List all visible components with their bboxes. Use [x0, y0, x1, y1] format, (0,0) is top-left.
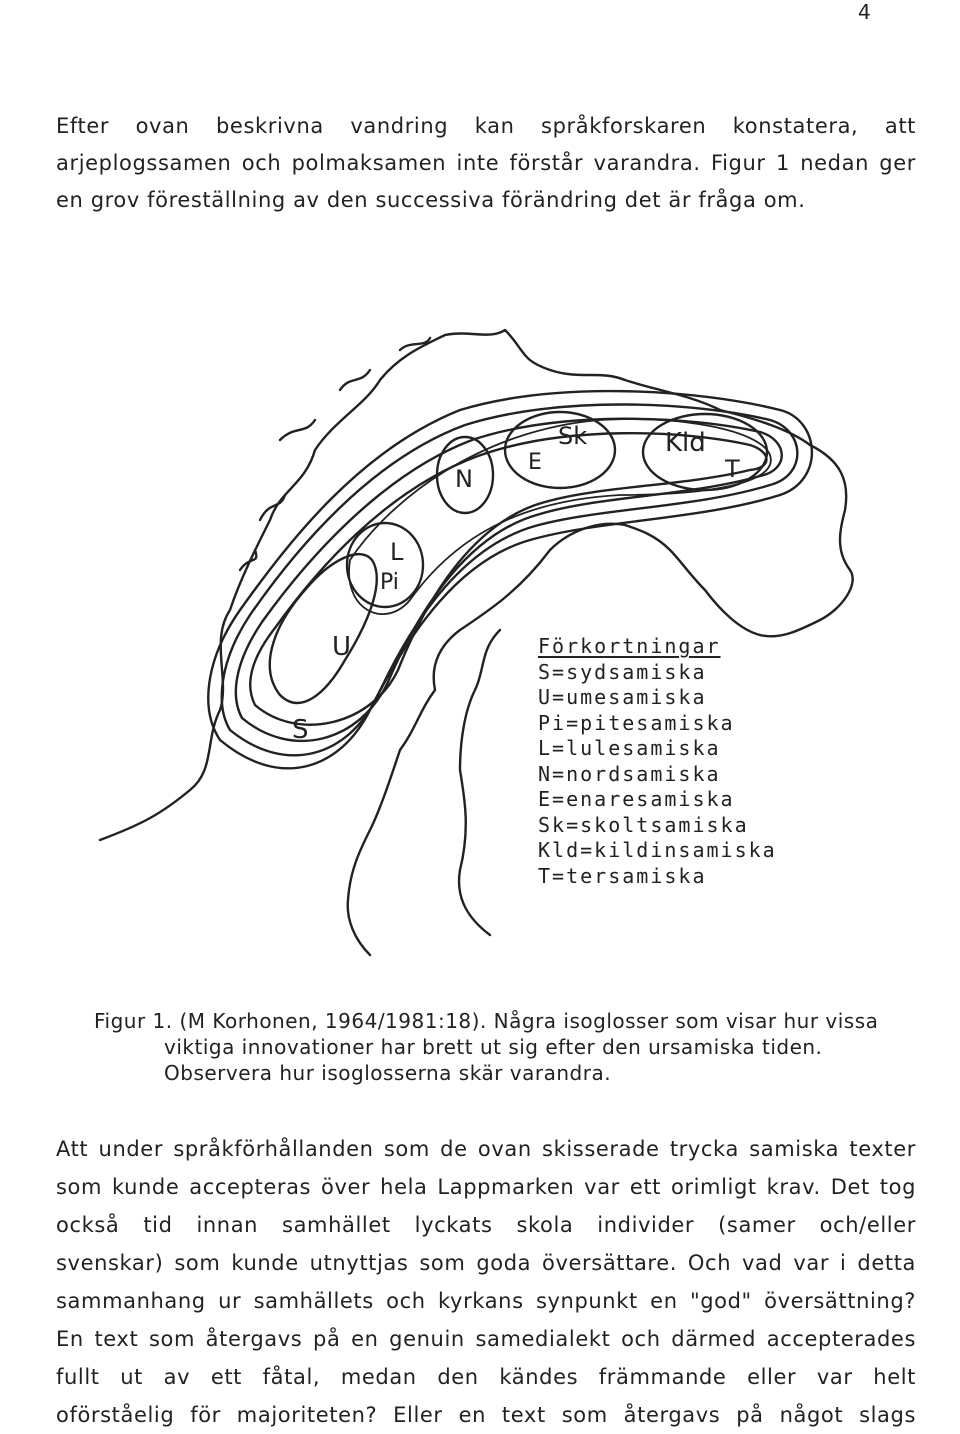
body-line: också tid innan samhället lyckats skola individer (samer och/eller: [56, 1213, 916, 1237]
map-label-t: T: [725, 455, 740, 483]
map-label-sk: Sk: [558, 422, 588, 450]
legend-item: Kld=kildinsamiska: [538, 838, 777, 862]
map-label-kld: Kld: [665, 428, 706, 458]
body-paragraph: [56, 1130, 916, 1434]
caption-line: Figur 1. (M Korhonen, 1964/1981:18). Några isoglosser som visar hur vissa: [94, 1009, 879, 1033]
legend-title: Förkortningar: [538, 634, 721, 658]
map-label-l: L: [390, 538, 404, 566]
legend-item: U=umesamiska: [538, 685, 707, 709]
map-label-s: S: [292, 715, 309, 745]
body-line: oförståelig för majoriteten? Eller en text som återgavs på något slags: [56, 1403, 916, 1427]
body-line: svenskar) som kunde utnyttjas som goda översättare. Och vad var i detta: [56, 1251, 916, 1275]
map-label-n: N: [455, 465, 473, 493]
map-label-e: E: [528, 450, 542, 475]
body-line: sammanhang ur samhällets och kyrkans synpunkt en "god" översättning?: [56, 1289, 916, 1313]
caption-line: Observera hur isoglosserna skär varandra.: [164, 1061, 612, 1085]
page-number: 4: [858, 0, 871, 24]
legend-item: N=nordsamiska: [538, 761, 721, 786]
intro-paragraph: [56, 108, 916, 219]
area-south: [270, 554, 377, 703]
intro-line: en grov föreställning av den successiva förändring det är fråga om.: [56, 188, 806, 212]
legend-item: E=enaresamiska: [538, 787, 735, 811]
body-line: som kunde accepteras över hela Lappmarken var ett orimligt krav. Det tog: [56, 1175, 916, 1199]
intro-line: Efter ovan beskrivna vandring kan språkforskaren konstatera, att: [56, 114, 916, 138]
legend-item: L=lulesamiska: [538, 736, 721, 760]
map-drawing: [80, 310, 900, 990]
body-line: En text som återgavs på en genuin samedialekt och därmed accepterades: [56, 1327, 916, 1351]
figure-caption: [94, 1008, 878, 1086]
legend-item: Sk=skoltsamiska: [538, 812, 749, 837]
map-label-u: U: [332, 632, 352, 662]
legend-item: Pi=pitesamiska: [538, 710, 735, 735]
body-line: Att under språkförhållanden som de ovan skisserade trycka samiska texter: [56, 1137, 916, 1161]
legend-item: T=tersamiska: [538, 863, 707, 888]
legend-item: S=sydsamiska: [538, 659, 707, 684]
body-line: fullt ut av ett fåtal, medan den kändes främmande eller var helt: [56, 1365, 916, 1389]
coastline-finland: [459, 630, 500, 935]
intro-line: arjeplogssamen och polmaksamen inte förstår varandra. Figur 1 nedan ger: [56, 151, 916, 175]
caption-line: viktiga innovationer har brett ut sig efter den ursamiska tiden.: [164, 1035, 823, 1059]
map-label-pi: Pi: [380, 570, 399, 595]
sami-dialect-map: [80, 310, 900, 990]
map-legend: [538, 634, 777, 889]
